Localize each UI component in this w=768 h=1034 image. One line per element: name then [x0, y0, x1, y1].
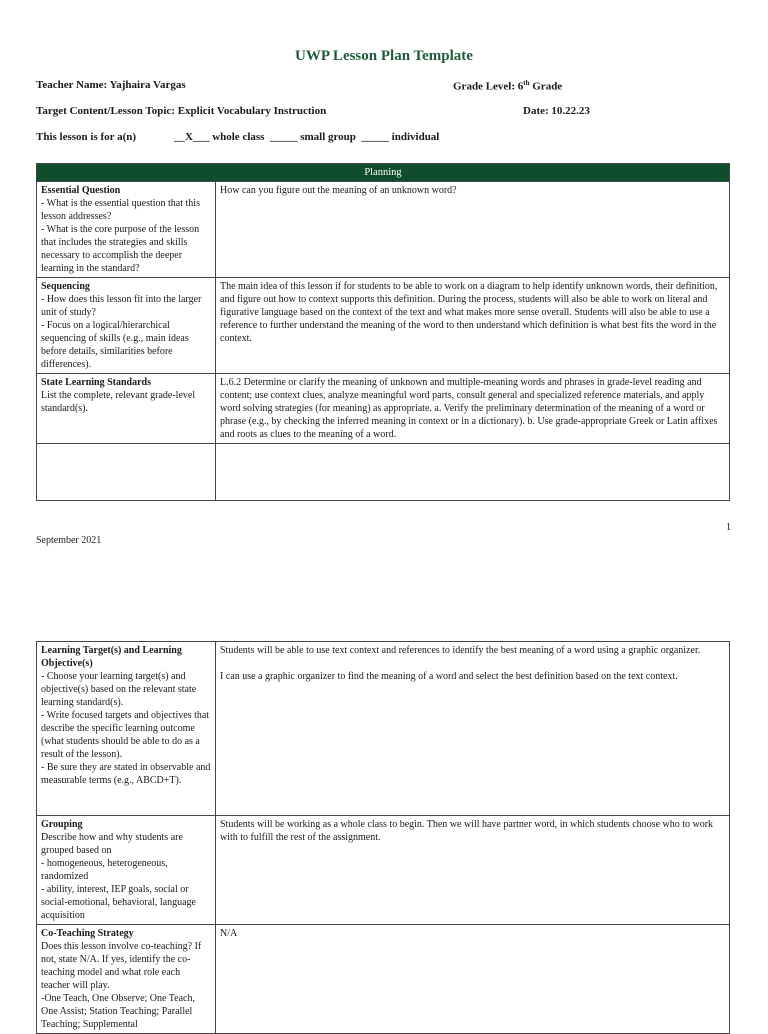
grade-level-prefix: Grade Level: 6	[453, 80, 524, 93]
table-row	[37, 182, 730, 278]
row-label-cell	[37, 816, 216, 925]
grade-level-suffix: Grade	[529, 80, 563, 93]
grade-level	[453, 79, 562, 93]
row-description: Does this lesson involve co-teaching? If not, state N/A. If yes, identify the co-teaching model and what role each teacher will play. -One Teach, One Observe; One Teach, One Assist; Station Teaching; Parallel Teaching; Supplemental	[41, 941, 202, 1030]
row-label: Essential Question	[41, 185, 121, 196]
planning-header-row	[37, 164, 730, 182]
footer-date: September 2021	[36, 535, 102, 546]
lesson-date: Date: 10.22.23	[523, 105, 590, 117]
planning-table	[36, 163, 730, 501]
row-content: The main idea of this lesson if for students to be able to work on a diagram to help identify unknown words, their definition, and figure out how to context supports this definition. During the process, students will also be able to work on literal and figurative language based on the context of the text and what makes more sense overall. Students will also be able to use a reference to further understand the meaning of the word to then understand which definition is what best fits the word in the context.	[216, 278, 730, 374]
lesson-for-options: __X___ whole class _____ small group _____ individual	[174, 131, 440, 143]
table-row	[37, 278, 730, 374]
lesson-topic: Target Content/Lesson Topic: Explicit Vocabulary Instruction	[36, 105, 327, 117]
row-content	[216, 444, 730, 501]
row-label-cell	[37, 642, 216, 816]
row-label: Learning Target(s) and Learning Objective(s)	[41, 645, 182, 669]
row-content: L.6.2 Determine or clarify the meaning of unknown and multiple-meaning words and phrases in grade-level reading and content; use context clues, analyze meaningful word parts, consult general and specialized reference materials, and apply word solving strategies (for meaning) as appropriate. a. Verify the preliminary determination of the meaning of a word or phrase (e.g., by checking the inferred meaning in context or in a dictionary). b. Use grade-appropriate Greek or Latin affixes and roots as clues to the meaning of a word.	[216, 374, 730, 444]
row-label: State Learning Standards	[41, 377, 152, 388]
grade-level-sup: th	[523, 79, 530, 87]
row-label: Co-Teaching Strategy	[41, 928, 134, 939]
teacher-name: Teacher Name: Yajhaira Vargas	[36, 79, 186, 91]
planning-band: Planning	[37, 164, 730, 182]
table-row	[37, 444, 730, 501]
lesson-for-label: This lesson is for a(n)	[36, 131, 137, 143]
table-row	[37, 925, 730, 1034]
row-label: Sequencing	[41, 281, 90, 292]
row-label-cell	[37, 444, 216, 501]
row-content: How can you figure out the meaning of an unknown word?	[216, 182, 730, 278]
row-content: Students will be able to use text context and references to identify the best meaning of a word using a graphic organizer. I can use a graphic organizer to find the meaning of a word and select the best definition based on the text context.	[216, 642, 730, 816]
row-description: - Choose your learning target(s) and objective(s) based on the relevant state learning standard(s). - Write focused targets and objectives that describe the specific learning outcome (what students should be able to do as a result of the lesson). - Be sure they are stated in observable and measurable terms (e.g., ABCD+T).	[41, 671, 211, 786]
page2-table	[36, 641, 730, 1034]
row-label-cell	[37, 182, 216, 278]
row-description: List the complete, relevant grade-level standard(s).	[41, 390, 196, 414]
row-description: - How does this lesson fit into the larger unit of study? - Focus on a logical/hierarchical sequencing of skills (e.g., main ideas before details, similarities before differences).	[41, 294, 202, 370]
row-label-cell	[37, 278, 216, 374]
table-row	[37, 816, 730, 925]
row-label-cell	[37, 925, 216, 1034]
table-row	[37, 642, 730, 816]
row-description: Describe how and why students are grouped based on - homogeneous, heterogeneous, randomized - ability, interest, IEP goals, social or social-emotional, behavioral, language acquisition	[41, 832, 196, 921]
table-row	[37, 374, 730, 444]
row-label-cell	[37, 374, 216, 444]
row-description: - What is the essential question that this lesson addresses? - What is the core purpose of the lesson that includes the strategies and skills necessary to accomplish the deeper learning in the standard?	[41, 198, 200, 274]
page-title: UWP Lesson Plan Template	[295, 48, 473, 64]
row-content: Students will be working as a whole class to begin. Then we will have partner word, in which students choose who to work with to fulfill the rest of the assignment.	[216, 816, 730, 925]
row-content: N/A	[216, 925, 730, 1034]
page-number: 1	[726, 522, 731, 533]
row-label: Grouping	[41, 819, 83, 830]
